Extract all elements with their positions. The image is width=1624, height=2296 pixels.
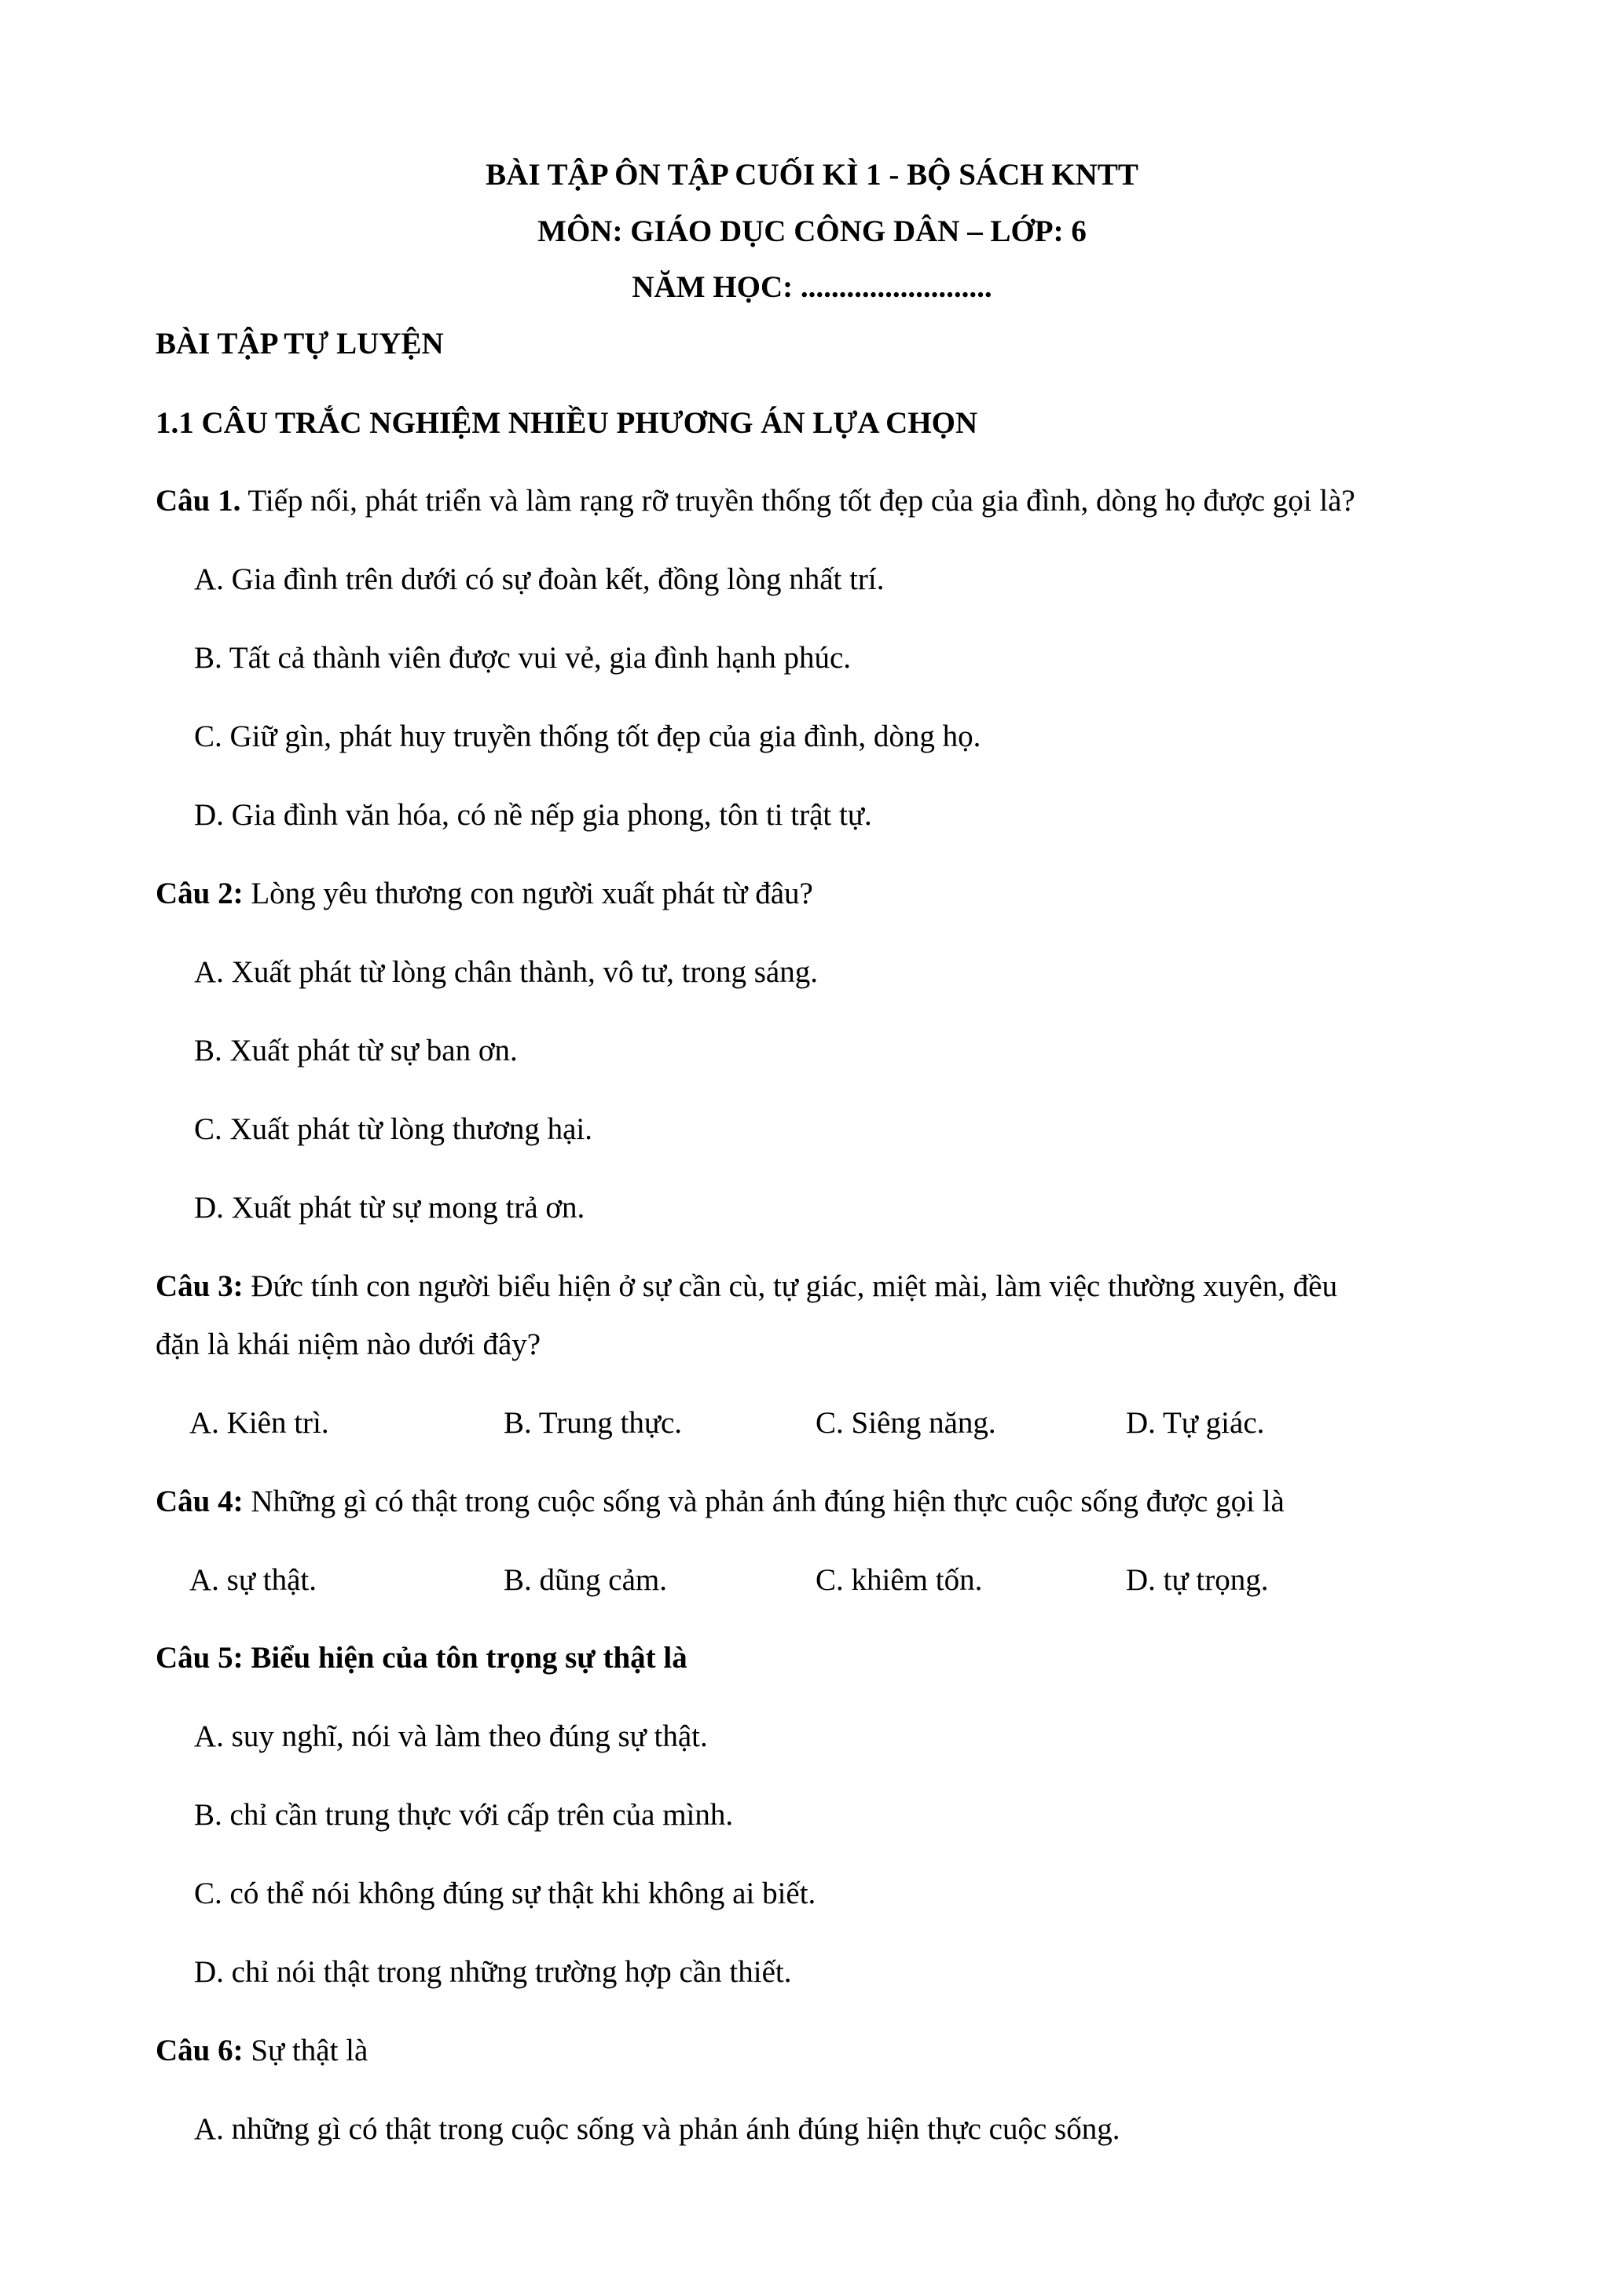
question-label: Câu 6:	[156, 2034, 244, 2067]
question-5-option-c: C. có thể nói không đúng sự thật khi không ai biết.	[194, 1877, 816, 1910]
question-3-option-b: B. Trung thực.	[504, 1406, 683, 1440]
question-6-option-a: A. những gì có thật trong cuộc sống và phản ánh đúng hiện thực cuộc sống.	[194, 2112, 1120, 2146]
question-5-option-b: B. chỉ cần trung thực với cấp trên của mình.	[194, 1798, 734, 1832]
question-6	[156, 2032, 368, 2070]
question-text: Sự thật là	[243, 2034, 368, 2067]
question-3-option-d: D. Tự giác.	[1126, 1406, 1265, 1440]
question-2-option-a: A. Xuất phát từ lòng chân thành, vô tư, trong sáng.	[194, 955, 818, 989]
question-4-option-b: B. dũng cảm.	[504, 1563, 667, 1597]
document-title: BÀI TẬP ÔN TẬP CUỐI KÌ 1 - BỘ SÁCH KNTT	[486, 158, 1138, 192]
section-heading: BÀI TẬP TỰ LUYỆN	[156, 327, 444, 361]
question-text: Những gì có thật trong cuộc sống và phản ánh đúng hiện thực cuộc sống được gọi là	[243, 1485, 1285, 1518]
question-4-option-d: D. tự trọng.	[1126, 1563, 1269, 1597]
question-3-option-a: A. Kiên trì.	[189, 1406, 329, 1440]
question-3	[156, 1268, 1337, 1305]
question-1-option-b: B. Tất cả thành viên được vui vẻ, gia đình hạnh phúc.	[194, 641, 852, 675]
question-text: Lòng yêu thương con người xuất phát từ đâu?	[243, 877, 813, 910]
question-2	[156, 875, 813, 913]
school-year-line: NĂM HỌC: .........................	[632, 270, 992, 304]
question-1	[156, 482, 1355, 520]
question-label: Câu 2:	[156, 877, 244, 910]
question-2-option-d: D. Xuất phát từ sự mong trả ơn.	[194, 1191, 585, 1225]
question-label: Câu 1.	[156, 484, 241, 518]
question-5: Câu 5: Biểu hiện của tôn trọng sự thật là	[156, 1641, 687, 1675]
question-5-option-a: A. suy nghĩ, nói và làm theo đúng sự thật.	[194, 1719, 708, 1753]
question-3-option-c: C. Siêng năng.	[816, 1406, 996, 1440]
question-3-continuation: đặn là khái niệm nào dưới đây?	[156, 1327, 541, 1361]
question-2-option-b: B. Xuất phát từ sự ban ơn.	[194, 1034, 518, 1067]
question-text: Đức tính con người biểu hiện ở sự cần cù, tự giác, miệt mài, làm việc thường xuyên, đều	[243, 1269, 1338, 1303]
question-label: Câu 3:	[156, 1269, 244, 1303]
question-label: Câu 4:	[156, 1485, 244, 1518]
question-4-option-c: C. khiêm tốn.	[816, 1563, 983, 1597]
question-2-option-c: C. Xuất phát từ lòng thương hại.	[194, 1112, 593, 1146]
question-1-option-c: C. Giữ gìn, phát huy truyền thống tốt đẹp của gia đình, dòng họ.	[194, 720, 981, 753]
question-4-option-a: A. sự thật.	[189, 1563, 317, 1597]
question-1-option-d: D. Gia đình văn hóa, có nề nếp gia phong, tôn ti trật tự.	[194, 798, 872, 832]
section-subheading: 1.1 CÂU TRẮC NGHIỆM NHIỀU PHƯƠNG ÁN LỰA CHỌN	[156, 406, 978, 440]
question-1-option-a: A. Gia đình trên dưới có sự đoàn kết, đồng lòng nhất trí.	[194, 562, 885, 596]
question-4	[156, 1483, 1285, 1521]
question-text: Tiếp nối, phát triển và làm rạng rỡ truyền thống tốt đẹp của gia đình, dòng họ được gọi là?	[240, 484, 1355, 518]
question-5-option-d: D. chỉ nói thật trong những trường hợp cần thiết.	[194, 1955, 792, 1989]
subject-line: MÔN: GIÁO DỤC CÔNG DÂN – LỚP: 6	[537, 214, 1087, 248]
